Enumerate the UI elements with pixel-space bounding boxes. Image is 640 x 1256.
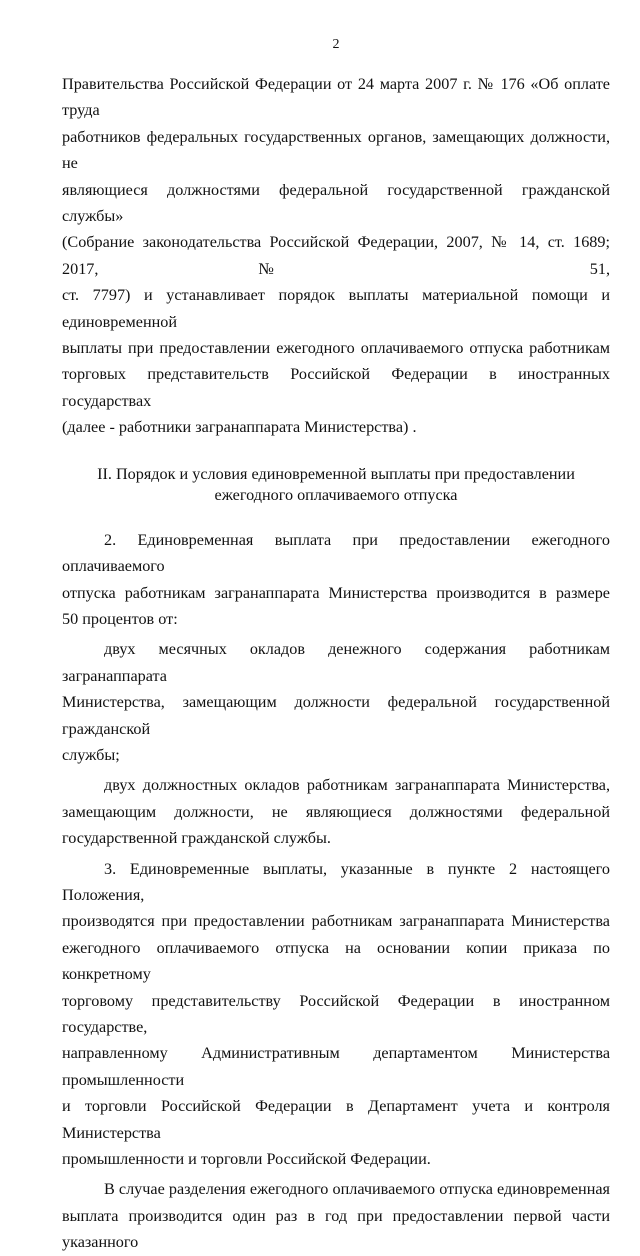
paragraph-3 bbox=[62, 856, 610, 1173]
text-line: В случае разделения ежегодного оплачиваемого отпуска единовременная bbox=[104, 1180, 610, 1199]
text-line: Министерства, замещающим должности федеральной государственной гражданской bbox=[62, 693, 610, 738]
text-line: двух месячных окладов денежного содержания работникам загранаппарата bbox=[62, 640, 610, 685]
text-line: замещающим должности, не являющиеся должностями федеральной bbox=[62, 802, 610, 821]
text-line: ст. 7797) и устанавливает порядок выплаты материальной помощи и единовременной bbox=[62, 286, 610, 331]
text-line: 50 процентов от: bbox=[62, 609, 178, 628]
paragraph-2 bbox=[62, 527, 610, 633]
text-line: являющиеся должностями федеральной государственной гражданской службы» bbox=[62, 180, 610, 226]
section-heading-line: ежегодного оплачиваемого отпуска bbox=[214, 485, 458, 504]
section-heading bbox=[62, 464, 610, 506]
text-line: 2. Единовременная выплата при предоставлении ежегодного оплачиваемого bbox=[62, 530, 610, 576]
text-line: производятся при предоставлении работникам загранаппарата Министерства bbox=[62, 912, 610, 931]
text-line: (далее - работники загранаппарата Министерства) . bbox=[62, 418, 417, 437]
text-line: Правительства Российской Федерации от 24 марта 2007 г. № 176 «Об оплате труда bbox=[62, 75, 610, 120]
text-line: государственной гражданской службы. bbox=[62, 829, 331, 848]
text-line: выплаты при предоставлении ежегодного оплачиваемого отпуска работникам bbox=[62, 339, 610, 358]
paragraph-2b bbox=[62, 772, 610, 851]
text-line: ежегодного оплачиваемого отпуска на основании копии приказа по конкретному bbox=[62, 938, 610, 984]
text-line: выплата производится один раз в год при предоставлении первой части указанного bbox=[62, 1206, 610, 1252]
text-line: и торговли Российской Федерации в Департамент учета и контроля Министерства bbox=[62, 1097, 610, 1142]
text-line: 3. Единовременные выплаты, указанные в пункте 2 настоящего Положения, bbox=[62, 859, 610, 904]
text-line: торговому представительству Российской Федерации в иностранном государстве, bbox=[62, 991, 610, 1036]
document-page bbox=[62, 36, 610, 1256]
text-line: направленному Административным департаментом Министерства промышленности bbox=[62, 1044, 610, 1089]
text-line: торговых представительств Российской Федерации в иностранных государствах bbox=[62, 365, 610, 410]
text-line: отпуска работникам загранаппарата Министерства производится в размере bbox=[62, 583, 610, 602]
text-line: работников федеральных государственных органов, замещающих должности, не bbox=[62, 127, 610, 173]
text-line: (Собрание законодательства Российской Федерации, 2007, № 14, ст. 1689; 2017, № 51, bbox=[62, 233, 610, 278]
text-line: двух должностных окладов работникам загранаппарата Министерства, bbox=[104, 776, 610, 795]
paragraph-2a bbox=[62, 636, 610, 768]
text-line: службы; bbox=[62, 745, 120, 764]
text-line: промышленности и торговли Российской Федерации. bbox=[62, 1150, 431, 1169]
paragraph-4 bbox=[62, 1176, 610, 1255]
intro-paragraph bbox=[62, 71, 610, 441]
section-heading-line: II. Порядок и условия единовременной выплаты при предоставлении bbox=[97, 464, 575, 483]
page-number: 2 bbox=[332, 37, 340, 52]
